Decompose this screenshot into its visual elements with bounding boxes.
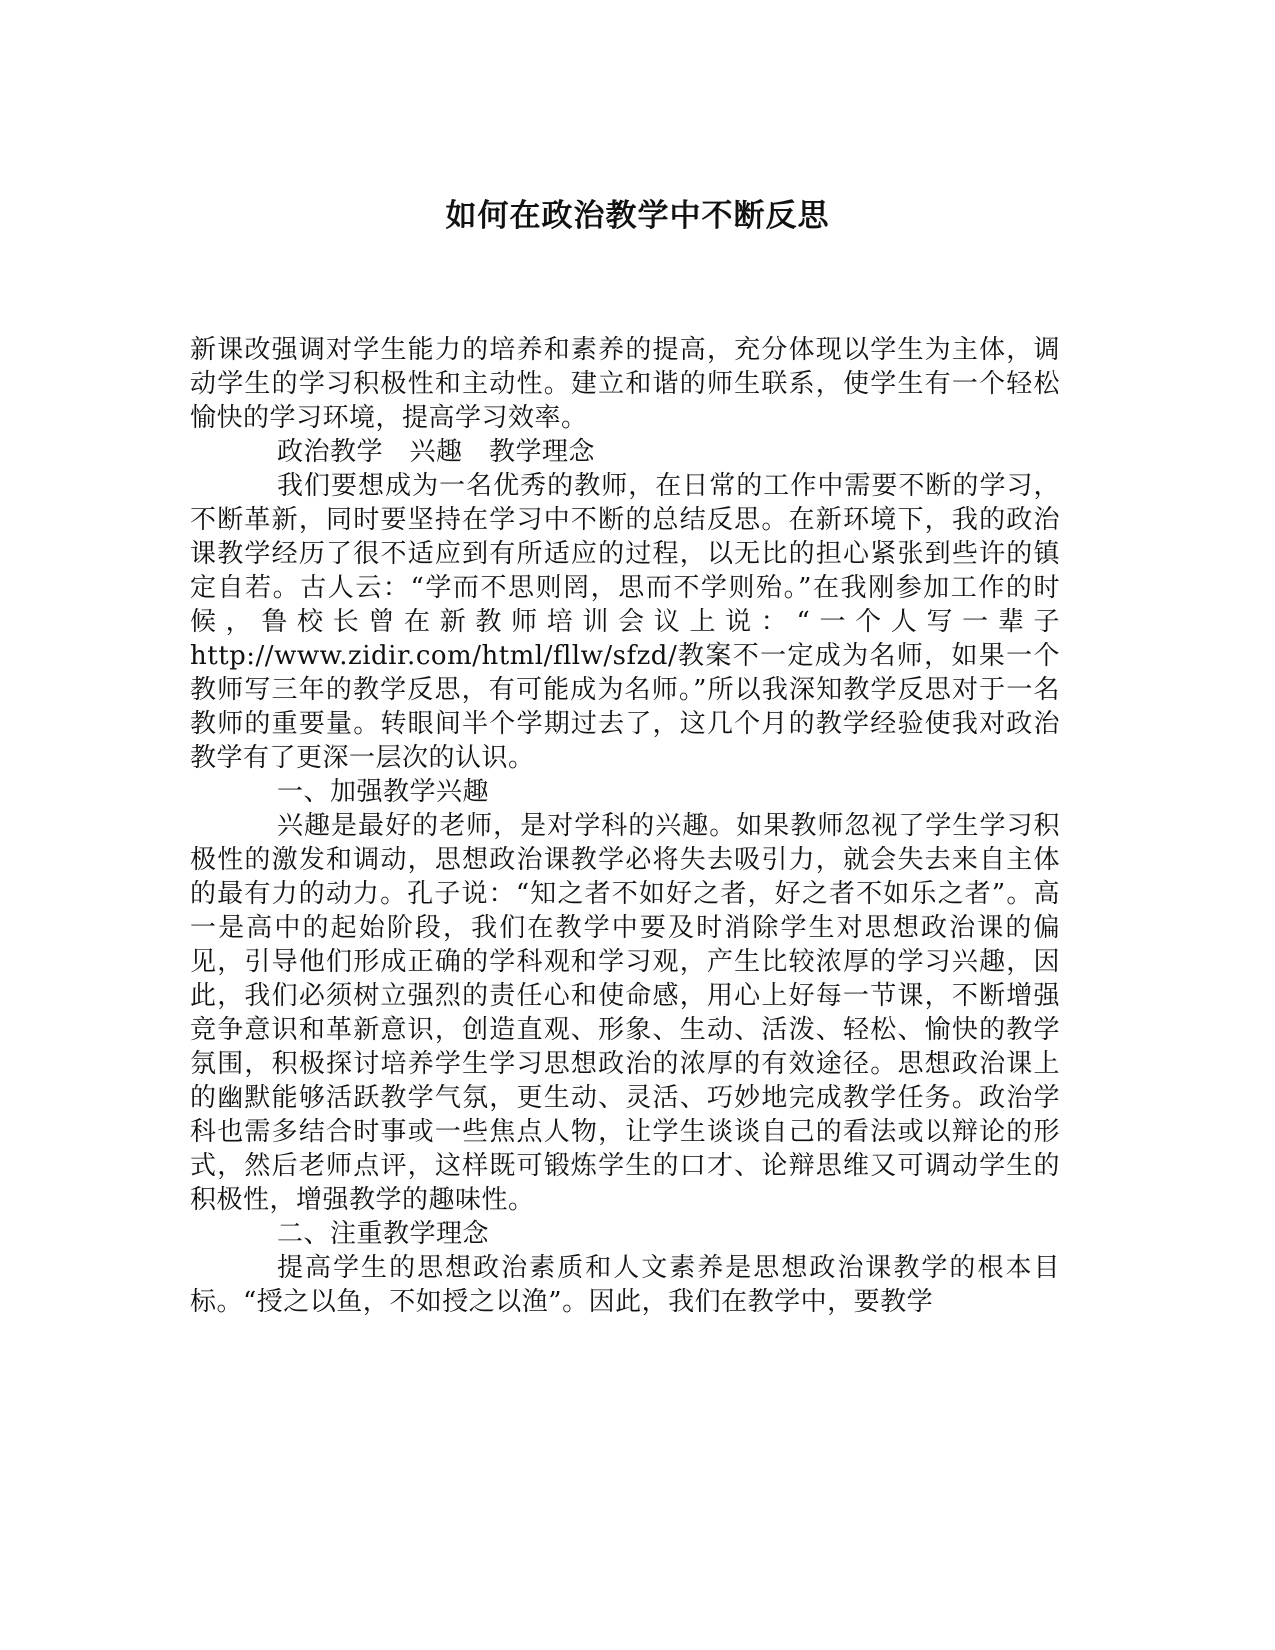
document-body	[190, 333, 1060, 1319]
section-heading-interest: 一、加强教学兴趣	[277, 777, 490, 807]
paragraph-reflection: 我们要想成为一名优秀的教师，在日常的工作中需要不断的学习，不断革新，同时要坚持在学习中不断的总结反思。在新环境下，我的政治课教学经历了很不适应到有所适应的过程，以无比的担心紧张到些许的镇定自若。古人云：“学而不思则罔，思而不学则殆。”在我刚参加工作的时候，鲁校长曾在新教师培训会议上说：“一个人写一辈子 http://www.zidir.com/html/fllw/sfzd/教案不一定成为名师，如果一个教师写三年的教学反思，有可能成为名师。”所以我深知教学反思对于一名教师的重要量。转眼间半个学期过去了，这几个月的教学经验使我对政治教学有了更深一层次的认识。	[190, 471, 1060, 773]
paragraph-keywords: 政治教学 兴趣 教学理念	[277, 437, 596, 467]
document-title: 如何在政治教学中不断反思	[445, 198, 830, 234]
section-heading-philosophy: 二、注重教学理念	[277, 1219, 490, 1249]
paragraph-intro: 新课改强调对学生能力的培养和素养的提高，充分体现以学生为主体，调动学生的学习积极性和主动性。建立和谐的师生联系，使学生有一个轻松愉快的学习环境，提高学习效率。	[190, 335, 1060, 433]
paragraph-interest: 兴趣是最好的老师，是对学科的兴趣。如果教师忽视了学生学习积极性的激发和调动，思想政治课教学必将失去吸引力，就会失去来自主体的最有力的动力。孔子说：“知之者不如好之者，好之者不如乐之者”。高一是高中的起始阶段，我们在教学中要及时消除学生对思想政治课的偏见，引导他们形成正确的学科观和学习观，产生比较浓厚的学习兴趣，因此，我们必须树立强烈的责任心和使命感，用心上好每一节课，不断增强竞争意识和革新意识，创造直观、形象、生动、活泼、轻松、愉快的教学氛围，积极探讨培养学生学习思想政治的浓厚的有效途径。思想政治课上的幽默能够活跃教学气氛，更生动、灵活、巧妙地完成教学任务。政治学科也需多结合时事或一些焦点人物，让学生谈谈自己的看法或以辩论的形式，然后老师点评，这样既可锻炼学生的口才、论辩思维又可调动学生的积极性，增强教学的趣味性。	[190, 811, 1060, 1215]
paragraph-philosophy: 提高学生的思想政治素质和人文素养是思想政治课教学的根本目标。“授之以鱼，不如授之以渔”。因此，我们在教学中，要教学	[190, 1253, 1060, 1317]
